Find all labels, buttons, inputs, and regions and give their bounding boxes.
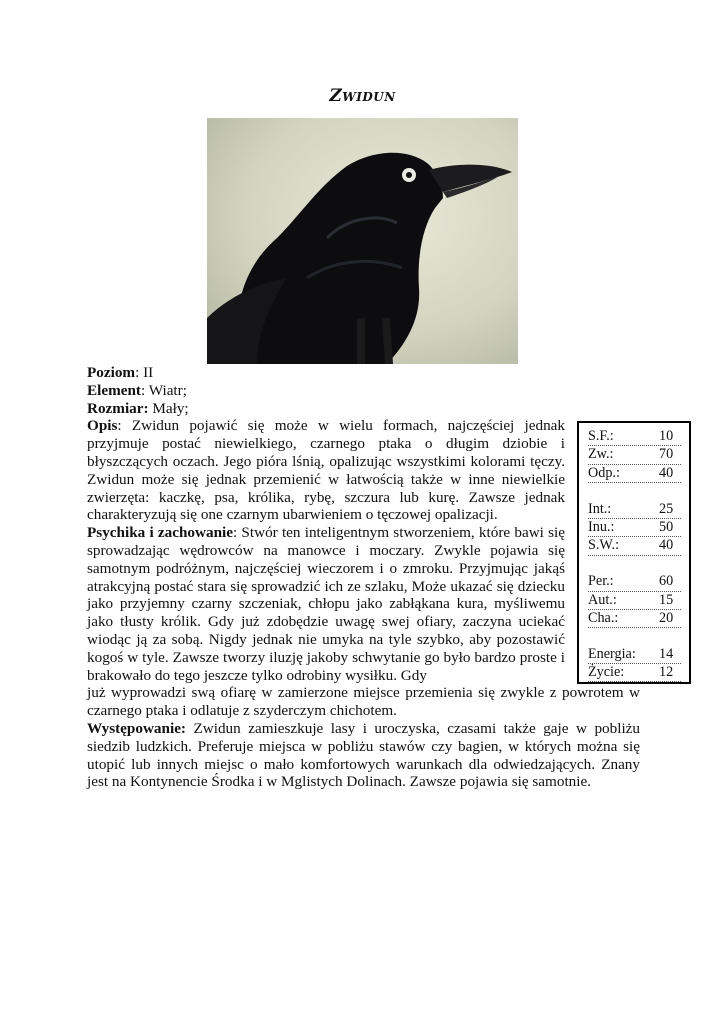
page-title: Zwidun [329, 86, 396, 106]
stat-row: S.F.: 10 [588, 428, 681, 446]
psychika-paragraph-cont: już wyprowadzi swą ofiarę w zamierzone miejsce przemienia się zwykle z powrotem w czarnego ptaka i odlatuje z szyderczym chichotem. [87, 684, 640, 720]
crow-photo [207, 118, 518, 364]
opis-paragraph: Opis: Zwidun pojawić się może w wielu formach, najczęściej jednak przyjmuje postać niewielkiego, czarnego ptaka o długim dziobie i błyszczących oczach. Jego pióra lśnią, opalizując wszystkimi kolorami tęczy. Zwidun może się jednak przemienić w łatwością także w inne niewielkie zwierzęta: kaczkę, psa, królika, rybę, szczura lub kurę. Zawsze jednak charakteryzują się one czarnym ubarwieniem o tęczowej opalizacji. [87, 417, 565, 524]
poziom-line: Poziom: II [87, 364, 154, 381]
stat-row: Zw.: 70 [588, 446, 681, 464]
stat-row: Aut.: 15 [588, 592, 681, 610]
stat-row: Energia: 14 [588, 646, 681, 664]
stat-row: Odp.: 40 [588, 465, 681, 483]
stat-row: Inu.: 50 [588, 519, 681, 537]
stat-row: Int.: 25 [588, 501, 681, 519]
psychika-paragraph: Psychika i zachowanie: Stwór ten inteligentnym stworzeniem, które bawi się sprowadzając wędrowców na manowce i moczary. Zwykle pojawia się samotnym podróżnym, najczęściej wieczorem i o zmroku. Przyjmując jakąś atrakcyjną postać stara się sprowadzić ich ze szlaku, Może ukazać się dziecku jako przyjemny czarny szczeniak, chłopu jako zabłąkana kura, myśliwemu jako tłusty królik. Gdy już zdobędzie uwagę swej ofiary, zaczyna uciekać wiodąc ją za sobą. Nigdy jednak nie umyka na tyle szybko, aby pozostawić kogoś w tyle. Zawsze tworzy iluzję jakoby schwytanie go było bardzo proste i brakowało do tego jeszcze tylko odrobiny wysiłku. Gdy [87, 524, 565, 684]
stat-row: Życie: 12 [588, 664, 681, 682]
crow-icon [207, 118, 518, 364]
wystepowanie-paragraph: Występowanie: Zwidun zamieszkuje lasy i uroczyska, czasami także gaje w pobliżu siedzib ludzkich. Preferuje miejsca w pobliżu stawów czy bagien, w których można się utopić lub innych miejsc o mało komfortowych warunkach dla odwiedzających. Znany jest na Kontynencie Środka i w Mglistych Dolinach. Zawsze pojawia się samotnie. [87, 719, 640, 791]
description-text [87, 364, 640, 791]
element-line: Element: Wiatr; [87, 381, 187, 399]
rozmiar-line: Rozmiar: Mały; [87, 399, 189, 417]
stat-row: Per.: 60 [588, 573, 681, 591]
stat-row: S.W.: 40 [588, 537, 681, 555]
stats-box [577, 421, 691, 684]
stat-row: Cha.: 20 [588, 610, 681, 628]
